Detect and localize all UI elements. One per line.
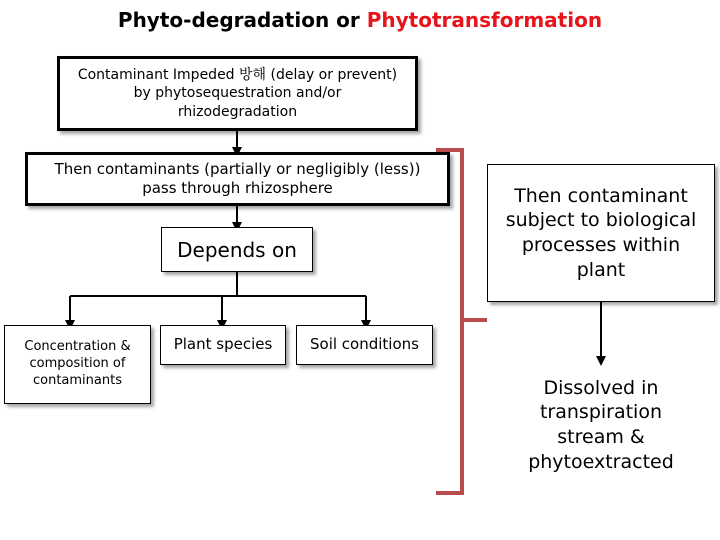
impeded-line-1: Contaminant Impeded 방해 (delay or prevent) (77, 67, 398, 84)
biological-line-3: processes within (521, 234, 681, 256)
concentration-line-2: composition of (29, 356, 126, 372)
title-part-2: Phytotransformation (366, 8, 603, 32)
dissolved-line-3: stream & (557, 426, 645, 448)
dissolved-line-1: Dissolved in (543, 376, 659, 399)
dissolved-line-2: transpiration (539, 401, 663, 424)
impeded-line-2: by phytosequestration and/or (133, 85, 342, 102)
concentration-line-1: Concentration & (24, 339, 131, 355)
rhizosphere-box (25, 152, 450, 206)
impeded-line-3: rhizodegradation (177, 103, 298, 120)
depends-on-box (161, 227, 313, 272)
soil-conditions-box (296, 325, 433, 365)
plant-species-label: Plant species (173, 335, 273, 354)
concentration-line-3: contaminants (32, 372, 122, 388)
impeded-box (57, 56, 418, 131)
rhizosphere-line-1: Then contaminants (partially or negligibly (less)) (54, 159, 421, 178)
concentration-box (4, 325, 151, 404)
title-part-1: Phyto-degradation or (117, 8, 367, 32)
biological-line-1: Then contaminant (514, 184, 688, 207)
biological-line-2: subject to biological (505, 209, 697, 232)
biological-processes-box (487, 164, 715, 302)
dissolved-line-4: phytoextracted (528, 450, 674, 473)
plant-species-box (160, 325, 286, 365)
rhizosphere-line-2: pass through rhizosphere (142, 179, 333, 197)
biological-line-4: plant (576, 258, 626, 281)
soil-conditions-label: Soil conditions (310, 335, 419, 354)
depends-on-label: Depends on (177, 237, 297, 262)
dissolved-text-block (514, 366, 688, 484)
